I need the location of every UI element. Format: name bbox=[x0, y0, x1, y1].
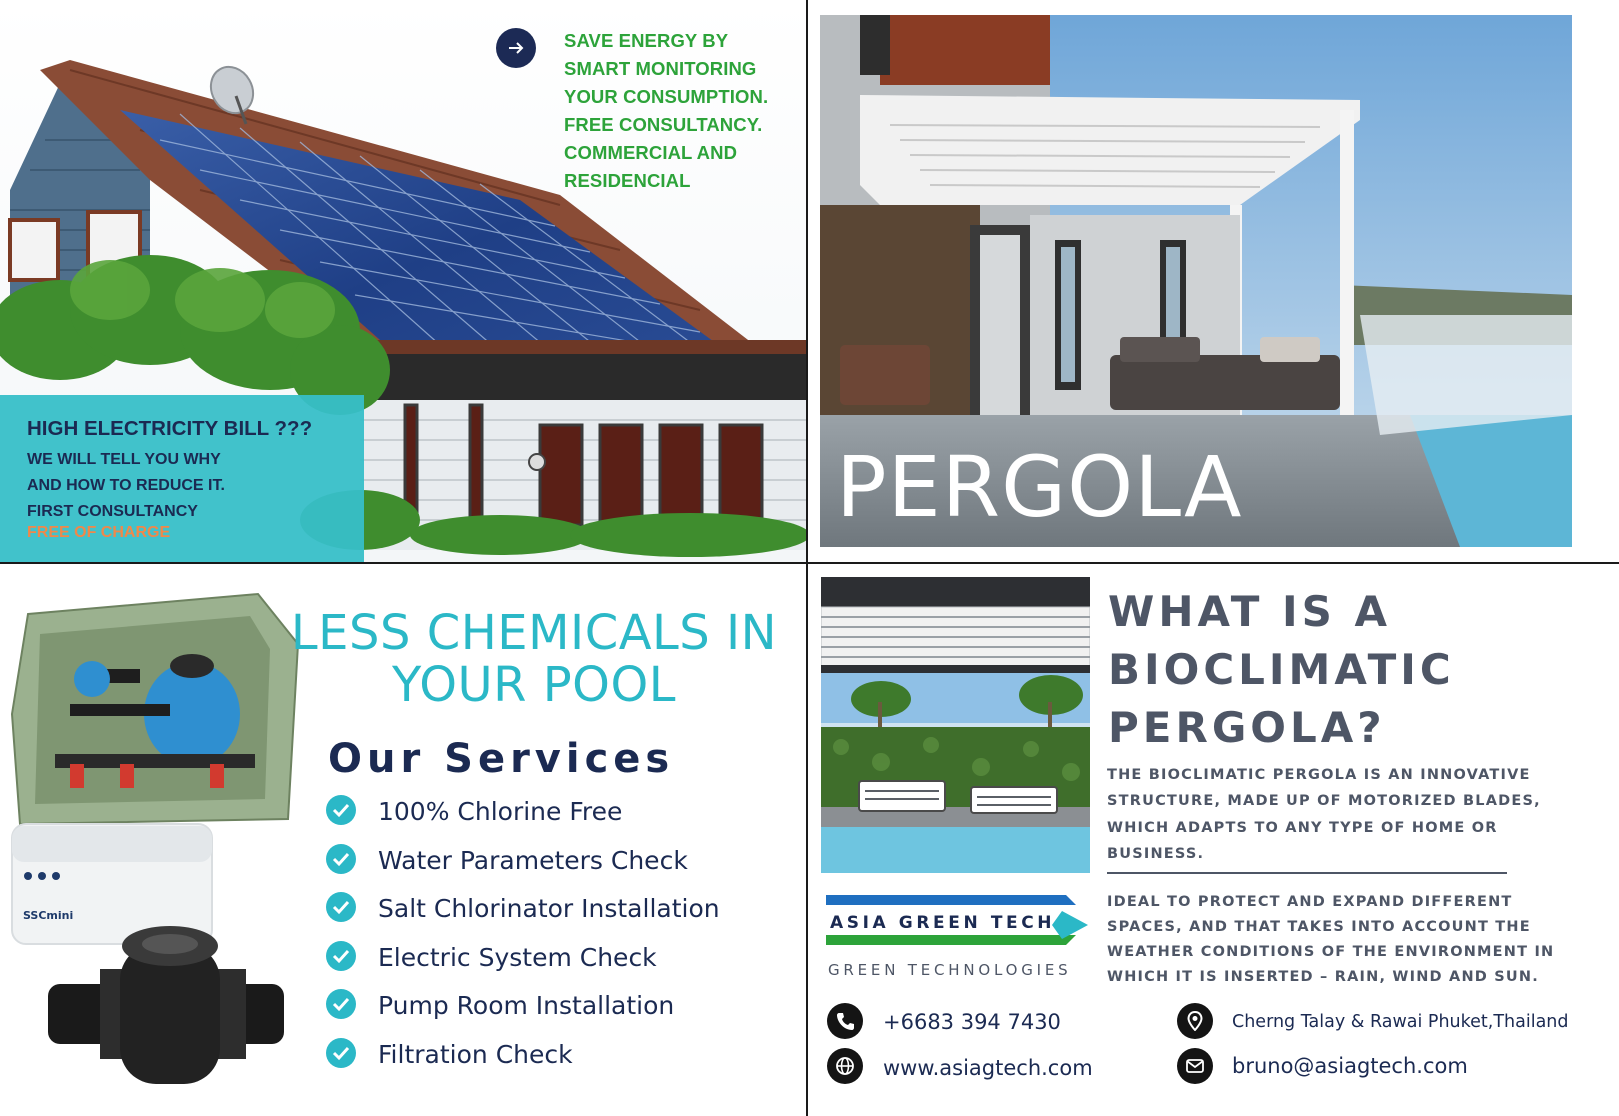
service-label: Electric System Check bbox=[378, 942, 657, 972]
solar-panel-ad bbox=[0, 0, 806, 562]
pergola-title: PERGOLA bbox=[836, 438, 1243, 536]
save-line: SAVE ENERGY BY bbox=[564, 30, 729, 51]
phone-icon bbox=[827, 1003, 863, 1039]
check-icon bbox=[326, 1038, 356, 1068]
free-of-charge-text: FREE OF CHARGE bbox=[27, 524, 171, 541]
email-link[interactable]: bruno@asiagtech.com bbox=[1232, 1054, 1468, 1078]
check-icon bbox=[326, 795, 356, 825]
arrow-right-button[interactable] bbox=[496, 28, 536, 68]
description-line: BUSINESS. bbox=[1107, 845, 1205, 862]
ideal-line: WEATHER CONDITIONS OF THE ENVIRONMENT IN bbox=[1107, 944, 1555, 960]
check-icon bbox=[326, 892, 356, 922]
check-icon bbox=[326, 844, 356, 874]
ideal-line: WHICH IT IS INSERTED – RAIN, WIND AND SUN. bbox=[1107, 969, 1539, 985]
check-icon bbox=[326, 941, 356, 971]
service-label: Salt Chlorinator Installation bbox=[378, 894, 720, 924]
bill-line: WE WILL TELL YOU WHY bbox=[27, 451, 221, 468]
save-line: SMART MONITORING bbox=[564, 58, 757, 79]
location-pin-icon bbox=[1177, 1003, 1213, 1039]
description-line: WHICH ADAPTS TO ANY TYPE OF HOME OR bbox=[1107, 819, 1498, 836]
address-text: Cherng Talay & Rawai Phuket,Thailand bbox=[1232, 1012, 1569, 1032]
description-line: STRUCTURE, MADE UP OF MOTORIZED BLADES, bbox=[1107, 793, 1541, 810]
vertical-divider bbox=[806, 0, 808, 1116]
heading-line: BIOCLIMATIC bbox=[1108, 645, 1455, 694]
save-energy-text bbox=[564, 27, 804, 195]
bioclimatic-pergola-photo bbox=[821, 577, 1090, 873]
save-line: COMMERCIAL AND bbox=[564, 142, 738, 163]
ideal-line: SPACES, AND THAT TAKES INTO ACCOUNT THE bbox=[1107, 919, 1531, 935]
bill-line: FIRST CONSULTANCY bbox=[27, 503, 198, 520]
bill-line: AND HOW TO REDUCE IT. bbox=[27, 477, 225, 494]
services-title: Our Services bbox=[328, 736, 675, 782]
save-line: YOUR CONSUMPTION. bbox=[564, 86, 769, 107]
bioclimatic-description bbox=[1107, 762, 1541, 867]
heading-line: WHAT IS A bbox=[1108, 587, 1391, 636]
service-label: Water Parameters Check bbox=[378, 845, 688, 875]
service-label: Filtration Check bbox=[378, 1039, 573, 1069]
description-line: THE BIOCLIMATIC PERGOLA IS AN INNOVATIVE bbox=[1107, 767, 1531, 783]
save-line: FREE CONSULTANCY. bbox=[564, 114, 763, 135]
service-label: 100% Chlorine Free bbox=[378, 797, 623, 826]
service-label: Pump Room Installation bbox=[378, 991, 675, 1021]
brand-name: ASIA GREEN TECH bbox=[830, 913, 1056, 933]
divider bbox=[1107, 872, 1507, 874]
bill-description bbox=[27, 447, 225, 525]
ideal-line: IDEAL TO PROTECT AND EXPAND DIFFERENT bbox=[1107, 894, 1513, 910]
pergola-blades-illustration bbox=[821, 577, 1090, 873]
email-icon bbox=[1177, 1048, 1213, 1084]
bill-title: HIGH ELECTRICITY BILL ??? bbox=[27, 417, 313, 440]
device-label: SSCmini bbox=[23, 909, 74, 922]
phone-number[interactable]: +6683 394 7430 bbox=[883, 1010, 1061, 1034]
save-line: RESIDENCIAL bbox=[564, 170, 691, 191]
bioclimatic-ideal-text bbox=[1107, 890, 1554, 990]
website-link[interactable]: www.asiagtech.com bbox=[883, 1056, 1093, 1080]
bioclimatic-heading bbox=[1108, 583, 1455, 757]
globe-icon bbox=[827, 1048, 863, 1084]
heading-line: PERGOLA? bbox=[1108, 703, 1386, 752]
pool-headline: LESS CHEMICALS IN YOUR POOL bbox=[290, 605, 778, 713]
arrow-right-icon bbox=[506, 38, 526, 58]
brand-tagline: GREEN TECHNOLOGIES bbox=[828, 961, 1072, 979]
horizontal-divider bbox=[0, 562, 1619, 564]
